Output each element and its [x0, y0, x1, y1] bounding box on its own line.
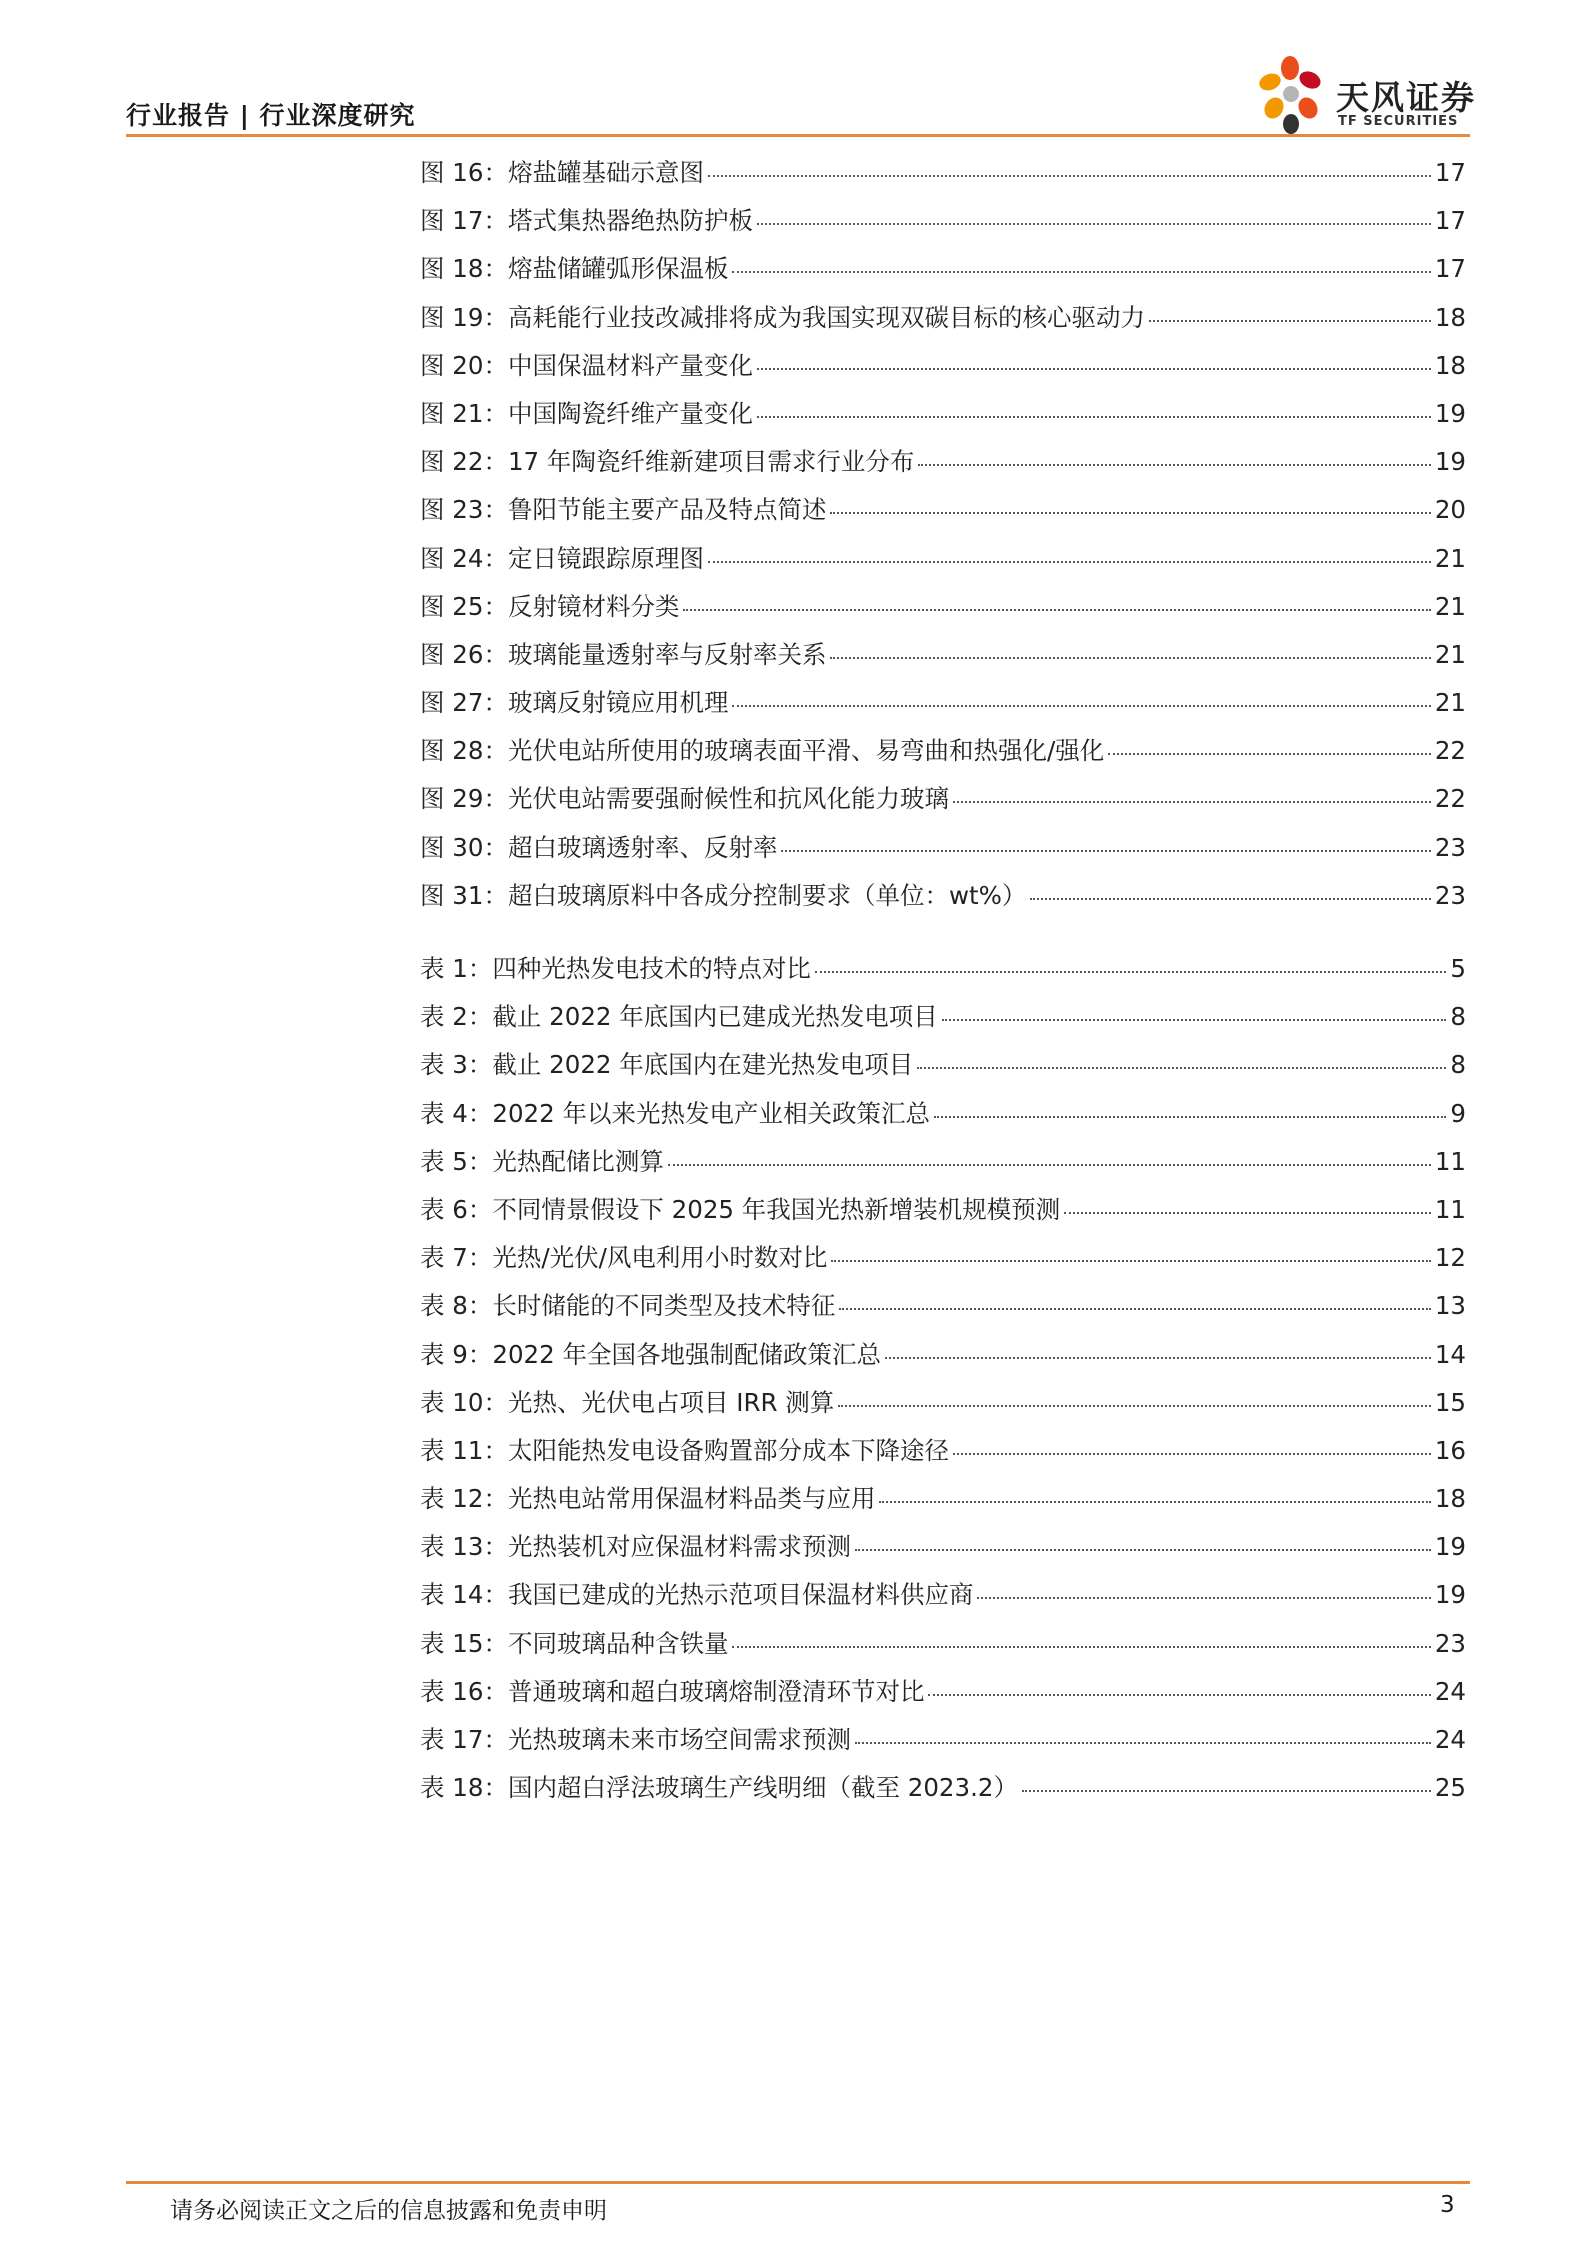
toc-dot-leader [1149, 320, 1431, 322]
toc-entry-label: 图 31：超白玻璃原料中各成分控制要求（单位：wt%） [420, 880, 1027, 910]
toc-entry-page: 23 [1434, 880, 1466, 910]
toc-entry-label: 表 10：光热、光伏电占项目 IRR 测算 [420, 1387, 835, 1417]
toc-entry-label: 图 25：反射镜材料分类 [420, 591, 680, 621]
toc-entry-label: 图 27：玻璃反射镜应用机理 [420, 688, 729, 718]
toc-entry-page: 15 [1434, 1387, 1466, 1417]
toc-entry-page: 19 [1434, 1532, 1466, 1562]
toc-dot-leader [831, 1260, 1430, 1262]
toc-entry-label: 图 26：玻璃能量透射率与反射率关系 [420, 639, 827, 669]
toc-entry-page: 13 [1434, 1291, 1466, 1321]
table-toc-entry[interactable] [420, 1191, 1466, 1239]
toc-entry-page: 19 [1434, 447, 1466, 477]
toc-entry-page: 19 [1434, 1580, 1466, 1610]
toc-dot-leader [885, 1357, 1431, 1359]
header-divider [126, 134, 1470, 137]
toc-dot-leader [855, 1549, 1431, 1551]
toc-entry-page: 18 [1434, 350, 1466, 380]
toc-entry-label: 图 29：光伏电站需要强耐候性和抗风化能力玻璃 [420, 784, 949, 814]
toc-entry-page: 9 [1450, 1098, 1466, 1128]
figure-toc-entry[interactable] [420, 829, 1466, 877]
figure-index-list [420, 154, 1466, 925]
toc-dot-leader [918, 464, 1430, 466]
toc-entry-page: 11 [1434, 1194, 1466, 1224]
toc-dot-leader [953, 801, 1431, 803]
toc-entry-page: 11 [1434, 1146, 1466, 1176]
table-toc-entry[interactable] [420, 1721, 1466, 1769]
toc-entry-page: 23 [1434, 1628, 1466, 1658]
toc-entry-page: 18 [1434, 302, 1466, 332]
toc-dot-leader [953, 1453, 1431, 1455]
toc-entry-page: 24 [1434, 1725, 1466, 1754]
figure-toc-entry[interactable] [420, 588, 1466, 636]
toc-entry-label: 表 8：长时储能的不同类型及技术特征 [420, 1291, 836, 1321]
toc-entry-label: 表 3：截止 2022 年底国内在建光热发电项目 [420, 1050, 914, 1080]
toc-entry-page: 21 [1434, 639, 1466, 669]
figure-toc-entry[interactable] [420, 250, 1466, 298]
toc-dot-leader [732, 271, 1430, 273]
figure-toc-entry[interactable] [420, 443, 1466, 491]
figure-toc-entry[interactable] [420, 395, 1466, 443]
toc-entry-label: 表 1：四种光热发电技术的特点对比 [420, 954, 811, 983]
toc-entry-page: 19 [1434, 398, 1466, 428]
toc-dot-leader [942, 1019, 1447, 1021]
table-toc-entry[interactable] [420, 1239, 1466, 1287]
toc-dot-leader [1108, 753, 1431, 755]
table-toc-entry[interactable] [420, 1336, 1466, 1384]
figure-toc-entry[interactable] [420, 202, 1466, 250]
figure-toc-entry[interactable] [420, 877, 1466, 925]
toc-dot-leader [879, 1501, 1430, 1503]
table-toc-entry[interactable] [420, 1576, 1466, 1624]
toc-dot-leader [683, 609, 1430, 611]
toc-entry-label: 图 28：光伏电站所使用的玻璃表面平滑、易弯曲和热强化/强化 [420, 736, 1105, 766]
table-toc-entry[interactable] [420, 1046, 1466, 1094]
header-title: 行业报告 | 行业深度研究 [126, 101, 416, 130]
toc-entry-label: 表 16：普通玻璃和超白玻璃熔制澄清环节对比 [420, 1676, 925, 1706]
toc-entry-label: 表 13：光热装机对应保温材料需求预测 [420, 1532, 851, 1562]
toc-entry-label: 图 30：超白玻璃透射率、反射率 [420, 832, 778, 862]
table-toc-entry[interactable] [420, 1143, 1466, 1191]
figure-toc-entry[interactable] [420, 540, 1466, 588]
flower-logo-icon [1248, 52, 1332, 136]
table-index-list [420, 950, 1466, 1817]
toc-entry-page: 12 [1434, 1243, 1466, 1273]
toc-dot-leader [757, 223, 1431, 225]
toc-entry-label: 表 6：不同情景假设下 2025 年我国光热新增装机规模预测 [420, 1194, 1061, 1224]
toc-dot-leader [1030, 898, 1430, 900]
toc-dot-leader [781, 850, 1430, 852]
toc-dot-leader [855, 1742, 1431, 1744]
page-number: 3 [1440, 2192, 1455, 2218]
toc-dot-leader [708, 561, 1431, 563]
toc-entry-label: 表 9：2022 年全国各地强制配储政策汇总 [420, 1339, 882, 1369]
toc-dot-leader [668, 1164, 1431, 1166]
toc-entry-page: 21 [1434, 543, 1466, 573]
toc-entry-page: 14 [1434, 1339, 1466, 1369]
toc-entry-page: 21 [1434, 688, 1466, 718]
table-toc-entry[interactable] [420, 1528, 1466, 1576]
toc-entry-page: 8 [1450, 1050, 1466, 1080]
toc-entry-page: 17 [1434, 158, 1466, 187]
toc-entry-label: 表 17：光热玻璃未来市场空间需求预测 [420, 1725, 851, 1754]
toc-entry-label: 图 22：17 年陶瓷纤维新建项目需求行业分布 [420, 447, 915, 477]
toc-entry-label: 表 12：光热电站常用保温材料品类与应用 [420, 1484, 876, 1514]
toc-dot-leader [839, 1308, 1430, 1310]
figure-toc-entry[interactable] [420, 636, 1466, 684]
toc-entry-page: 8 [1450, 1002, 1466, 1032]
toc-entry-label: 表 18：国内超白浮法玻璃生产线明细（截至 2023.2） [420, 1773, 1018, 1803]
toc-entry-label: 表 2：截止 2022 年底国内已建成光热发电项目 [420, 1002, 938, 1032]
toc-dot-leader [1064, 1212, 1431, 1214]
table-toc-entry[interactable] [420, 1480, 1466, 1528]
table-toc-entry[interactable] [420, 1432, 1466, 1480]
table-toc-entry[interactable] [420, 998, 1466, 1046]
toc-entry-label: 图 19：高耗能行业技改减排将成为我国实现双碳目标的核心驱动力 [420, 302, 1145, 332]
table-toc-entry[interactable] [420, 1384, 1466, 1432]
toc-entry-page: 20 [1434, 495, 1466, 525]
toc-dot-leader [928, 1694, 1430, 1696]
toc-entry-label: 图 23：鲁阳节能主要产品及特点简述 [420, 495, 827, 525]
toc-entry-label: 表 11：太阳能热发电设备购置部分成本下降途径 [420, 1435, 949, 1465]
toc-entry-page: 21 [1434, 591, 1466, 621]
figure-toc-entry[interactable] [420, 684, 1466, 732]
toc-entry-label: 图 18：熔盐储罐弧形保温板 [420, 254, 729, 284]
toc-dot-leader [1022, 1790, 1431, 1792]
toc-entry-page: 18 [1434, 1484, 1466, 1514]
toc-dot-leader [917, 1067, 1446, 1069]
figure-toc-entry[interactable] [420, 299, 1466, 347]
table-toc-entry[interactable] [420, 1095, 1466, 1143]
company-logo [1248, 52, 1478, 136]
toc-dot-leader [757, 368, 1431, 370]
figure-toc-entry[interactable] [420, 491, 1466, 539]
toc-entry-label: 表 15：不同玻璃品种含铁量 [420, 1628, 729, 1658]
toc-dot-leader [757, 416, 1431, 418]
toc-dot-leader [732, 1646, 1430, 1648]
toc-dot-leader [977, 1597, 1430, 1599]
table-toc-entry[interactable] [420, 1625, 1466, 1673]
toc-entry-page: 22 [1434, 784, 1466, 814]
footer-divider [126, 2181, 1470, 2184]
toc-entry-label: 表 4：2022 年以来光热发电产业相关政策汇总 [420, 1098, 931, 1128]
toc-entry-page: 23 [1434, 832, 1466, 862]
table-toc-entry[interactable] [420, 1769, 1466, 1817]
toc-dot-leader [934, 1116, 1446, 1118]
toc-entry-label: 表 7：光热/光伏/风电利用小时数对比 [420, 1243, 828, 1273]
toc-entry-label: 表 5：光热配储比测算 [420, 1146, 664, 1176]
logo-name-en: TF SECURITIES [1338, 114, 1459, 129]
toc-entry-page: 5 [1450, 954, 1466, 983]
toc-dot-leader [830, 657, 1430, 659]
figure-toc-entry[interactable] [420, 732, 1466, 780]
toc-entry-label: 图 16：熔盐罐基础示意图 [420, 158, 704, 187]
toc-entry-label: 图 17：塔式集热器绝热防护板 [420, 206, 753, 236]
toc-dot-leader [838, 1405, 1431, 1407]
figure-toc-entry[interactable] [420, 347, 1466, 395]
logo-name-cn: 天风证券 [1336, 78, 1476, 117]
toc-entry-page: 22 [1434, 736, 1466, 766]
toc-entry-label: 图 20：中国保温材料产量变化 [420, 350, 753, 380]
toc-dot-leader [815, 971, 1447, 973]
toc-entry-page: 24 [1434, 1676, 1466, 1706]
toc-entry-page: 25 [1434, 1773, 1466, 1803]
table-toc-entry[interactable] [420, 950, 1466, 998]
disclaimer-note: 请务必阅读正文之后的信息披露和免责申明 [170, 2198, 607, 2224]
toc-dot-leader [732, 705, 1430, 707]
table-toc-entry[interactable] [420, 1673, 1466, 1721]
table-toc-entry[interactable] [420, 1287, 1466, 1335]
figure-toc-entry[interactable] [420, 780, 1466, 828]
toc-entry-page: 17 [1434, 206, 1466, 236]
toc-entry-label: 图 24：定日镜跟踪原理图 [420, 543, 704, 573]
toc-entry-page: 16 [1434, 1435, 1466, 1465]
toc-dot-leader [708, 175, 1431, 177]
toc-entry-label: 表 14：我国已建成的光热示范项目保温材料供应商 [420, 1580, 974, 1610]
toc-dot-leader [830, 512, 1430, 514]
figure-toc-entry[interactable] [420, 154, 1466, 202]
toc-entry-page: 17 [1434, 254, 1466, 284]
toc-entry-label: 图 21：中国陶瓷纤维产量变化 [420, 398, 753, 428]
